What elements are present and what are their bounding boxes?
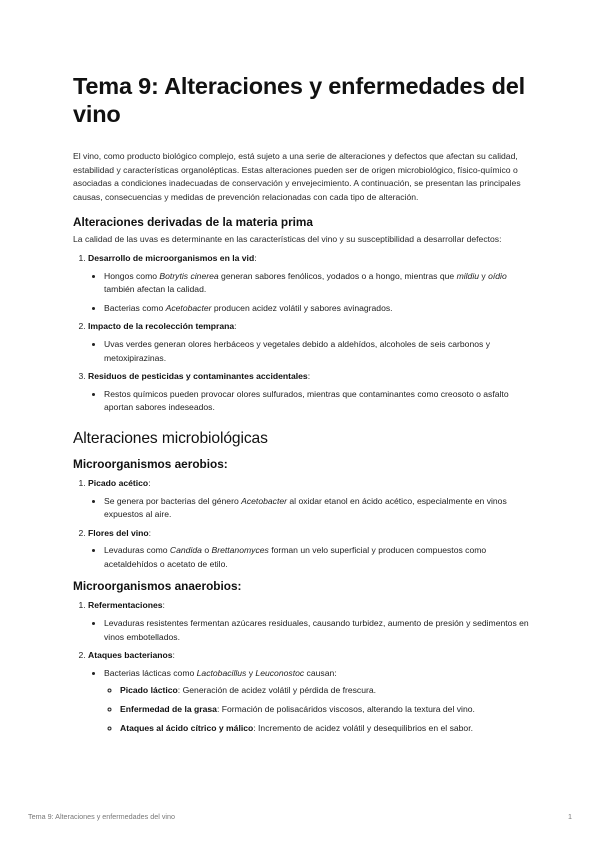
list-item: 3. Residuos de pesticidas y contaminantes accidentales: • Restos químicos pueden provocar olores sulfurados, mientras que contaminantes como creosoto o asfalto aportan sabores indeseados. bbox=[88, 370, 533, 415]
bullet-item: • Levaduras como Candida o Brettanomyces forman un velo superficial y producen compuestos como acetaldehídos o acetato de etilo. bbox=[104, 544, 533, 571]
list-item: 2. Impacto de la recolección temprana: • Uvas verdes generan olores herbáceos y vegetales debido a aldehídos, alcoholes de seis carbonos y metoxipirazinas. bbox=[88, 320, 533, 365]
list-item: 1. Desarrollo de microorganismos en la vid: • Hongos como Botrytis cinerea generan sabores fenólicos, yodados o a hongo, mientras que mildiu y oídio también afectan la calidad. • Bacterias como Acetobacter producen acidez volátil y sabores avinagrados. bbox=[88, 252, 533, 315]
bullet-item: • Uvas verdes generan olores herbáceos y vegetales debido a aldehídos, alcoholes de seis carbonos y metoxipirazinas. bbox=[104, 338, 533, 365]
item-title: Refermentaciones bbox=[88, 600, 163, 611]
bullet-item: • Se genera por bacterias del género Acetobacter al oxidar etanol en ácido acético, especialmente en vinos expuestos al aire. bbox=[104, 495, 533, 522]
item-title: Desarrollo de microorganismos en la vid bbox=[88, 252, 255, 263]
bullet-item: • Bacterias lácticas como Lactobacillus y Leuconostoc causan: ◦ Picado láctico: Generación de acidez volátil y pérdida de frescura. ◦ Enfermedad de la grasa: Formación de polisacáridos viscosos, alterando la textura del vino. ◦ Ataques al ácido cítrico y málico: Incremento de acidez volátil y desequilibrios en el sabor. bbox=[104, 667, 533, 735]
page-footer bbox=[28, 812, 572, 821]
list-item: 2. Ataques bacterianos: • Bacterias lácticas como Lactobacillus y Leuconostoc causan: ◦ Picado láctico: Generación de acidez volátil y pérdida de frescura. ◦ Enfermedad de la grasa: Formación de polisacáridos viscosos, alterando la textura del vino. ◦ Ataques al ácido cítrico y málico: Incremento de acidez volátil y desequilibrios en el sabor. bbox=[88, 649, 533, 735]
sub-bullet-item: ◦ Enfermedad de la grasa: Formación de polisacáridos viscosos, alterando la textura del vino. bbox=[120, 703, 533, 717]
section-heading-materia-prima: Alteraciones derivadas de la materia prima bbox=[73, 215, 313, 230]
item-title: Ataques bacterianos bbox=[88, 650, 173, 661]
list-item: 2. Flores del vino: • Levaduras como Candida o Brettanomyces forman un velo superficial y producen compuestos como acetaldehídos o acetato de etilo. bbox=[88, 527, 533, 572]
sub-bullet-item: ◦ Ataques al ácido cítrico y málico: Incremento de acidez volátil y desequilibrios en el sabor. bbox=[120, 722, 533, 736]
materia-prima-list bbox=[73, 252, 533, 415]
sub-bullet-item: ◦ Picado láctico: Generación de acidez volátil y pérdida de frescura. bbox=[120, 684, 533, 698]
section-heading-microbiologicas: Alteraciones microbiológicas bbox=[73, 429, 268, 447]
bullet-item: • Bacterias como Acetobacter producen acidez volátil y sabores avinagrados. bbox=[104, 302, 533, 316]
bullet-item: • Restos químicos pueden provocar olores sulfurados, mientras que contaminantes como creosoto o asfalto aportan sabores indeseados. bbox=[104, 388, 533, 415]
page-number: 1 bbox=[568, 812, 572, 821]
aerobios-list bbox=[73, 477, 533, 572]
subsection-heading-aerobios: Microorganismos aerobios: bbox=[73, 456, 228, 471]
item-title: Picado acético bbox=[88, 477, 149, 488]
item-title: Residuos de pesticidas y contaminantes accidentales bbox=[88, 371, 308, 382]
page-title: Tema 9: Alteraciones y enfermedades del vino bbox=[73, 73, 525, 127]
subsection-heading-anaerobios: Microorganismos anaerobios: bbox=[73, 579, 242, 594]
item-title: Impacto de la recolección temprana bbox=[88, 321, 235, 332]
item-title: Flores del vino bbox=[88, 527, 149, 538]
document-body bbox=[73, 72, 533, 740]
bullet-item: • Hongos como Botrytis cinerea generan sabores fenólicos, yodados o a hongo, mientras que mildiu y oídio también afectan la calidad. bbox=[104, 270, 533, 297]
section-lead: La calidad de las uvas es determinante en las características del vino y su susceptibilidad a desarrollar defectos: bbox=[73, 234, 502, 245]
bullet-item: • Levaduras resistentes fermentan azúcares residuales, causando turbidez, aumento de presión y sedimentos en vinos embotellados. bbox=[104, 617, 533, 644]
intro-paragraph: El vino, como producto biológico complejo, está sujeto a una serie de alteraciones y defectos que afectan su calidad, estabilidad y características organolépticas. Estas alteraciones pueden ser de origen microbiológico, físico-químico o asociadas a condiciones inadecuadas de conservación y envejecimiento. A continuación, se presentan las principales causas, consecuencias y medidas de prevención relacionadas con cada tipo de alteración. bbox=[73, 151, 521, 202]
footer-label: Tema 9: Alteraciones y enfermedades del vino bbox=[28, 812, 176, 821]
list-item: 1. Refermentaciones: • Levaduras resistentes fermentan azúcares residuales, causando turbidez, aumento de presión y sedimentos en vinos embotellados. bbox=[88, 599, 533, 644]
list-item: 1. Picado acético: • Se genera por bacterias del género Acetobacter al oxidar etanol en ácido acético, especialmente en vinos expuestos al aire. bbox=[88, 477, 533, 522]
anaerobios-list bbox=[73, 599, 533, 735]
